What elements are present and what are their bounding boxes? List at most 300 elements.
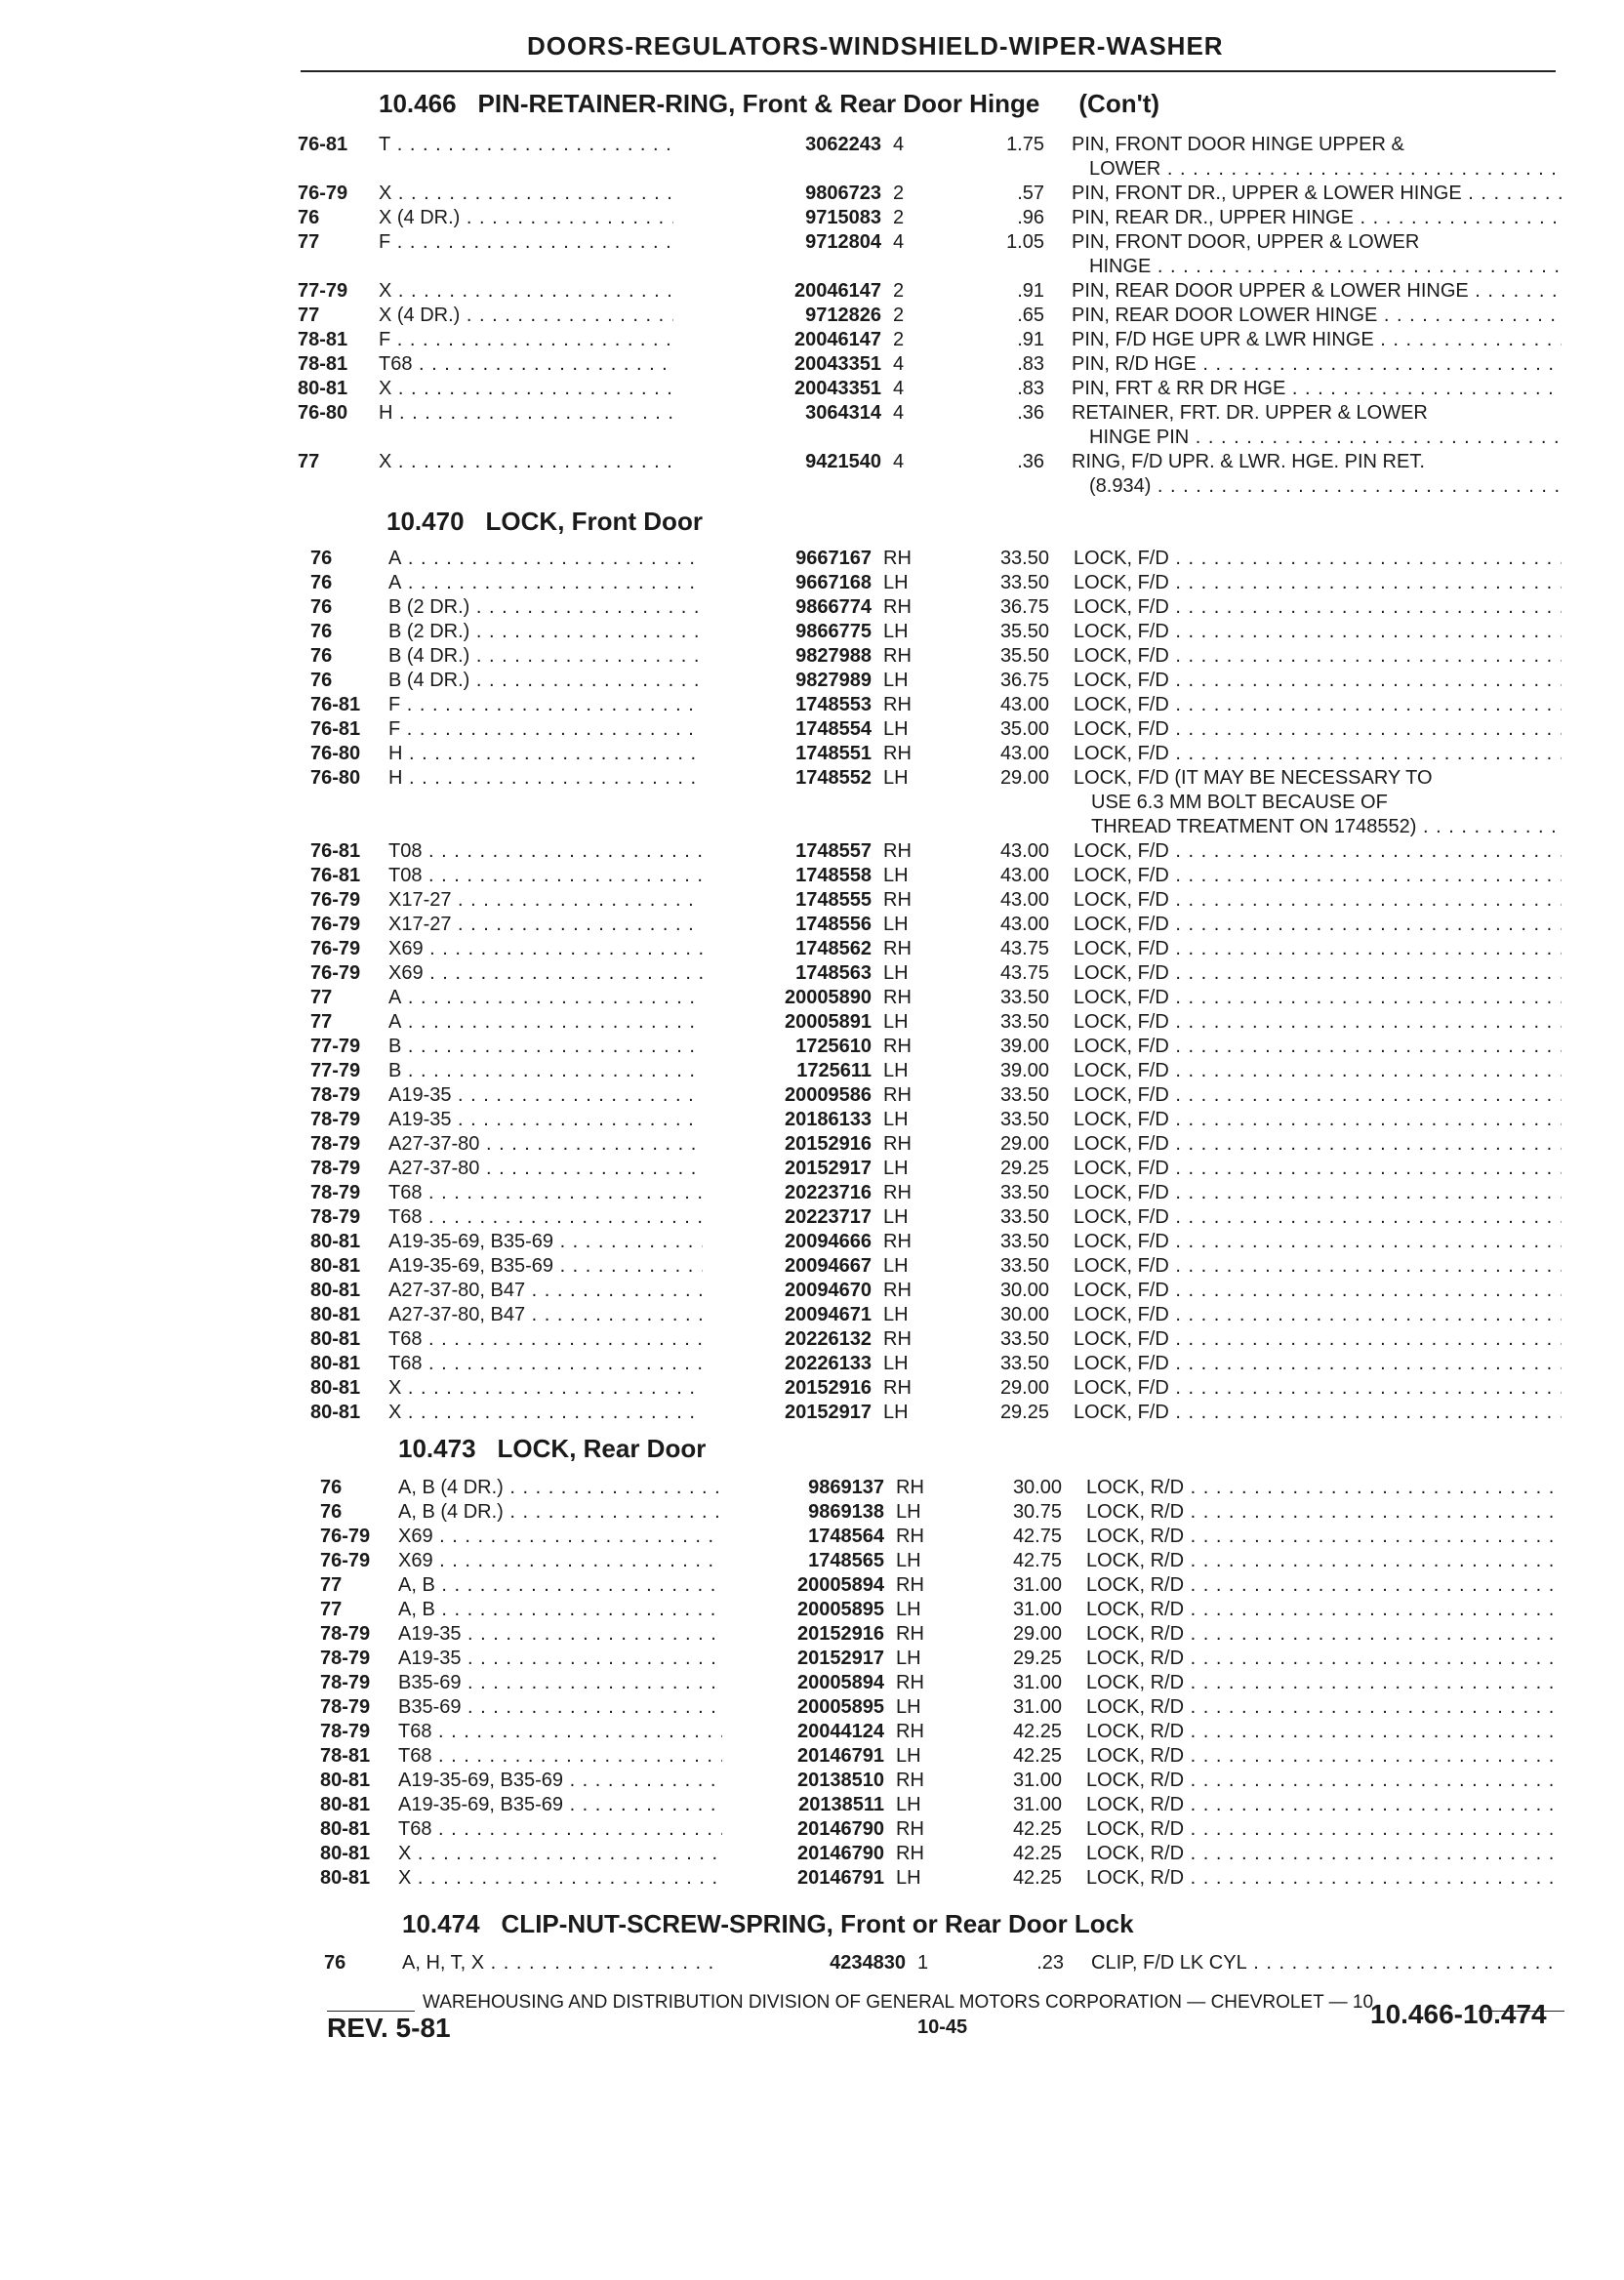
list-price: .83 bbox=[1017, 353, 1044, 375]
page-number: 10-45 bbox=[917, 2016, 968, 2038]
model-code: A19-35-69, B35-69 . . . bbox=[388, 1230, 703, 1253]
quantity-side: RH bbox=[896, 1672, 924, 1693]
part-number: 20138511 bbox=[798, 1794, 884, 1815]
model-year: 78-79 bbox=[320, 1623, 371, 1645]
model-code: T68 . . . bbox=[388, 1205, 703, 1229]
part-description: LOCK, F/D . . . bbox=[1074, 1303, 1562, 1326]
part-description: LOCK, R/D . . . bbox=[1086, 1476, 1562, 1499]
section-title bbox=[386, 508, 703, 535]
quantity-side: RH bbox=[883, 1328, 912, 1350]
model-year: 76 bbox=[310, 621, 333, 642]
list-price: 30.00 bbox=[999, 1304, 1049, 1325]
model-year: 76-79 bbox=[310, 962, 361, 984]
section-number: 10.474 bbox=[402, 1909, 480, 1938]
part-number: 1748563 bbox=[795, 962, 872, 984]
part-number: 3064314 bbox=[805, 402, 881, 424]
list-price: 42.25 bbox=[1012, 1818, 1062, 1840]
part-description: LOCK, F/D . . . bbox=[1074, 888, 1562, 912]
model-code: A27-37-80 . . . bbox=[388, 1132, 703, 1156]
model-year: 76-81 bbox=[310, 865, 361, 886]
list-price: 43.00 bbox=[999, 840, 1049, 862]
model-code: A, B . . . bbox=[398, 1573, 722, 1597]
model-code: A27-37-80, B47 . . . bbox=[388, 1279, 703, 1302]
quantity-side: LH bbox=[896, 1745, 921, 1767]
model-code: T68 . . . bbox=[379, 352, 673, 376]
part-number: 20094666 bbox=[785, 1231, 872, 1252]
part-description: PIN, REAR DOOR LOWER HINGE . . . bbox=[1072, 304, 1562, 327]
quantity-side: LH bbox=[883, 1158, 909, 1179]
revision-label: REV. 5-81 bbox=[327, 2013, 451, 2043]
quantity-side: RH bbox=[896, 1623, 924, 1645]
list-price: 43.00 bbox=[999, 914, 1049, 935]
part-number: 1748555 bbox=[795, 889, 872, 911]
list-price: 43.75 bbox=[999, 962, 1049, 984]
model-code: T68 . . . bbox=[398, 1817, 722, 1841]
list-price: 33.50 bbox=[999, 572, 1049, 593]
list-price: 43.00 bbox=[999, 743, 1049, 764]
quantity-side: LH bbox=[883, 1011, 909, 1033]
quantity-side: LH bbox=[883, 914, 909, 935]
part-description: LOCK, F/D . . . bbox=[1074, 1083, 1562, 1107]
part-number: 20146790 bbox=[797, 1843, 884, 1864]
part-description: LOCK, F/D . . . bbox=[1074, 1352, 1562, 1375]
part-description: LOCK, R/D . . . bbox=[1086, 1549, 1562, 1572]
list-price: .36 bbox=[1017, 451, 1044, 472]
model-code: A19-35-69, B35-69 . . . bbox=[388, 1254, 703, 1278]
part-description: PIN, FRONT DOOR HINGE UPPER & bbox=[1072, 134, 1404, 155]
part-number: 20046147 bbox=[794, 329, 881, 350]
quantity-side: 2 bbox=[893, 280, 905, 302]
part-number: 20226132 bbox=[785, 1328, 872, 1350]
quantity-side: 2 bbox=[893, 305, 905, 326]
model-code: A . . . bbox=[388, 571, 703, 594]
model-code: B (2 DR.) . . . bbox=[388, 620, 703, 643]
model-code: A, H, T, X . . . bbox=[402, 1951, 722, 1975]
model-code: X . . . bbox=[379, 450, 673, 473]
list-price: 33.50 bbox=[999, 987, 1049, 1008]
model-year: 76 bbox=[310, 645, 333, 667]
model-year: 76 bbox=[320, 1477, 343, 1498]
model-year: 80-81 bbox=[310, 1328, 361, 1350]
part-number: 20094671 bbox=[785, 1304, 872, 1325]
list-price: 42.75 bbox=[1012, 1526, 1062, 1547]
list-price: 42.25 bbox=[1012, 1745, 1062, 1767]
model-code: A19-35 . . . bbox=[398, 1622, 722, 1646]
quantity-side: RH bbox=[883, 1133, 912, 1155]
list-price: 39.00 bbox=[999, 1060, 1049, 1081]
model-year: 78-81 bbox=[298, 329, 348, 350]
part-description: LOCK, R/D . . . bbox=[1086, 1744, 1562, 1768]
part-number: 20152916 bbox=[785, 1377, 872, 1399]
model-code: A19-35 . . . bbox=[388, 1108, 703, 1131]
list-price: 43.00 bbox=[999, 889, 1049, 911]
model-year: 78-81 bbox=[298, 353, 348, 375]
section-name: PIN-RETAINER-RING, Front & Rear Door Hinge bbox=[477, 89, 1040, 118]
section-name: LOCK, Front Door bbox=[485, 507, 703, 536]
part-number: 9667167 bbox=[795, 548, 872, 569]
part-description: LOCK, R/D . . . bbox=[1086, 1769, 1562, 1792]
part-description: LOCK, R/D . . . bbox=[1086, 1598, 1562, 1621]
part-number: 20146791 bbox=[797, 1745, 884, 1767]
part-number: 20009586 bbox=[785, 1084, 872, 1106]
part-number: 20094667 bbox=[785, 1255, 872, 1277]
part-description: LOCK, F/D . . . bbox=[1074, 1205, 1562, 1229]
part-description: LOCK, R/D . . . bbox=[1086, 1622, 1562, 1646]
section-name: LOCK, Rear Door bbox=[497, 1434, 707, 1463]
list-price: 33.50 bbox=[999, 1231, 1049, 1252]
quantity-side: RH bbox=[883, 987, 912, 1008]
part-description: LOCK, F/D . . . bbox=[1074, 595, 1562, 619]
part-description: LOCK, R/D . . . bbox=[1086, 1500, 1562, 1524]
part-description: LOCK, F/D . . . bbox=[1074, 1010, 1562, 1034]
list-price: 33.50 bbox=[999, 1109, 1049, 1130]
model-code: H . . . bbox=[379, 401, 673, 425]
model-code: T08 . . . bbox=[388, 864, 703, 887]
part-number: 1748558 bbox=[795, 865, 872, 886]
part-description: LOCK, R/D . . . bbox=[1086, 1647, 1562, 1670]
list-price: .36 bbox=[1017, 402, 1044, 424]
part-description: PIN, REAR DR., UPPER HINGE . . . bbox=[1072, 206, 1562, 229]
part-description: LOCK, F/D . . . bbox=[1074, 1108, 1562, 1131]
part-description: LOCK, F/D . . . bbox=[1074, 1230, 1562, 1253]
quantity-side: LH bbox=[896, 1648, 921, 1669]
quantity-side: 4 bbox=[893, 402, 905, 424]
list-price: 33.50 bbox=[999, 1084, 1049, 1106]
part-number: 20046147 bbox=[794, 280, 881, 302]
quantity-side: RH bbox=[883, 938, 912, 959]
part-number: 9806723 bbox=[805, 183, 881, 204]
quantity-side: 1 bbox=[917, 1952, 929, 1974]
model-year: 78-79 bbox=[320, 1696, 371, 1718]
model-year: 78-79 bbox=[320, 1721, 371, 1742]
part-number: 1748554 bbox=[795, 718, 872, 740]
part-number: 20223716 bbox=[785, 1182, 872, 1203]
part-description: CLIP, F/D LK CYL . . . bbox=[1091, 1951, 1562, 1975]
quantity-side: LH bbox=[883, 572, 909, 593]
quantity-side: LH bbox=[896, 1501, 921, 1523]
quantity-side: LH bbox=[883, 1206, 909, 1228]
model-year: 76 bbox=[324, 1952, 346, 1974]
model-year: 78-79 bbox=[320, 1672, 371, 1693]
part-number: 9715083 bbox=[805, 207, 881, 228]
part-description: LOCK, R/D . . . bbox=[1086, 1866, 1562, 1890]
list-price: 35.00 bbox=[999, 718, 1049, 740]
quantity-side: LH bbox=[883, 1304, 909, 1325]
part-number: 1748552 bbox=[795, 767, 872, 789]
part-description: PIN, FRONT DOOR, UPPER & LOWER bbox=[1072, 231, 1420, 253]
list-price: 29.25 bbox=[999, 1158, 1049, 1179]
model-code: A . . . bbox=[388, 547, 703, 570]
model-code: T68 . . . bbox=[388, 1327, 703, 1351]
part-number: 1748565 bbox=[808, 1550, 884, 1571]
quantity-side: LH bbox=[883, 1109, 909, 1130]
part-number: 20152916 bbox=[785, 1133, 872, 1155]
list-price: 42.25 bbox=[1012, 1867, 1062, 1889]
model-year: 76-79 bbox=[298, 183, 348, 204]
part-description: LOCK, F/D . . . bbox=[1074, 571, 1562, 594]
part-number: 9869138 bbox=[808, 1501, 884, 1523]
part-number: 1748556 bbox=[795, 914, 872, 935]
model-code: X69 . . . bbox=[398, 1525, 722, 1548]
part-number: 9667168 bbox=[795, 572, 872, 593]
part-description: LOCK, F/D . . . bbox=[1074, 742, 1562, 765]
model-year: 76-81 bbox=[310, 840, 361, 862]
list-price: 42.25 bbox=[1012, 1843, 1062, 1864]
part-description: USE 6.3 MM BOLT BECAUSE OF bbox=[1091, 792, 1388, 813]
quantity-side: RH bbox=[883, 889, 912, 911]
list-price: .83 bbox=[1017, 378, 1044, 399]
model-code: B (4 DR.) . . . bbox=[388, 669, 703, 692]
model-year: 76-81 bbox=[310, 718, 361, 740]
model-year: 78-79 bbox=[310, 1206, 361, 1228]
part-number: 9421540 bbox=[805, 451, 881, 472]
part-description: LOCK, F/D . . . bbox=[1074, 1035, 1562, 1058]
model-year: 78-79 bbox=[320, 1648, 371, 1669]
list-price: 33.50 bbox=[999, 1353, 1049, 1374]
part-number: 1748557 bbox=[795, 840, 872, 862]
part-number: 9869137 bbox=[808, 1477, 884, 1498]
part-number: 3062243 bbox=[805, 134, 881, 155]
model-code: T . . . bbox=[379, 133, 673, 156]
list-price: 35.50 bbox=[999, 645, 1049, 667]
model-year: 76-79 bbox=[310, 938, 361, 959]
model-code: H . . . bbox=[388, 766, 703, 790]
list-price: 1.05 bbox=[1006, 231, 1044, 253]
part-number: 20226133 bbox=[785, 1353, 872, 1374]
model-code: T08 . . . bbox=[388, 839, 703, 863]
part-number: 20146790 bbox=[797, 1818, 884, 1840]
model-code: A19-35 . . . bbox=[388, 1083, 703, 1107]
list-price: 35.50 bbox=[999, 621, 1049, 642]
model-year: 80-81 bbox=[298, 378, 348, 399]
model-code: H . . . bbox=[388, 742, 703, 765]
part-number: 4234830 bbox=[830, 1952, 906, 1974]
model-year: 78-79 bbox=[310, 1084, 361, 1106]
part-number: 20152917 bbox=[785, 1158, 872, 1179]
part-number: 9866774 bbox=[795, 596, 872, 618]
list-price: 33.50 bbox=[999, 1011, 1049, 1033]
section-title bbox=[379, 90, 1159, 117]
list-price: 31.00 bbox=[1012, 1770, 1062, 1791]
part-description: HINGE . . . bbox=[1089, 255, 1562, 278]
model-code: A19-35 . . . bbox=[398, 1647, 722, 1670]
model-year: 78-79 bbox=[310, 1182, 361, 1203]
list-price: 29.25 bbox=[1012, 1648, 1062, 1669]
part-description: LOCK, F/D . . . bbox=[1074, 839, 1562, 863]
list-price: 33.50 bbox=[999, 1255, 1049, 1277]
model-code: A, B . . . bbox=[398, 1598, 722, 1621]
part-number: 20043351 bbox=[794, 378, 881, 399]
model-year: 76-79 bbox=[320, 1550, 371, 1571]
model-code: F . . . bbox=[388, 717, 703, 741]
part-number: 20005895 bbox=[797, 1696, 884, 1718]
part-number: 9712826 bbox=[805, 305, 881, 326]
quantity-side: LH bbox=[896, 1867, 921, 1889]
quantity-side: 2 bbox=[893, 183, 905, 204]
part-number: 9712804 bbox=[805, 231, 881, 253]
part-description: LOCK, R/D . . . bbox=[1086, 1817, 1562, 1841]
list-price: 29.00 bbox=[1012, 1623, 1062, 1645]
page-header: DOORS-REGULATORS-WINDSHIELD-WIPER-WASHER bbox=[527, 31, 1224, 61]
part-description: LOCK, F/D . . . bbox=[1074, 937, 1562, 960]
model-year: 78-81 bbox=[320, 1745, 371, 1767]
model-code: F . . . bbox=[379, 230, 673, 254]
quantity-side: RH bbox=[896, 1477, 924, 1498]
quantity-side: LH bbox=[883, 962, 909, 984]
model-code: T68 . . . bbox=[388, 1352, 703, 1375]
part-description: LOCK, F/D . . . bbox=[1074, 717, 1562, 741]
part-description: LOCK, F/D . . . bbox=[1074, 1254, 1562, 1278]
model-year: 80-81 bbox=[310, 1377, 361, 1399]
model-year: 76 bbox=[310, 670, 333, 691]
section-number: 10.470 bbox=[386, 507, 465, 536]
list-price: 30.00 bbox=[999, 1280, 1049, 1301]
part-description: LOCK, F/D (IT MAY BE NECESSARY TO bbox=[1074, 767, 1433, 789]
part-number: 20152916 bbox=[797, 1623, 884, 1645]
list-price: 30.00 bbox=[1012, 1477, 1062, 1498]
list-price: 31.00 bbox=[1012, 1672, 1062, 1693]
quantity-side: RH bbox=[883, 1036, 912, 1057]
model-code: X . . . bbox=[379, 377, 673, 400]
list-price: 42.75 bbox=[1012, 1550, 1062, 1571]
part-description: PIN, F/D HGE UPR & LWR HINGE . . . bbox=[1072, 328, 1562, 351]
model-code: X69 . . . bbox=[398, 1549, 722, 1572]
model-code: B35-69 . . . bbox=[398, 1695, 722, 1719]
model-code: X . . . bbox=[398, 1842, 722, 1865]
part-description: LOCK, R/D . . . bbox=[1086, 1695, 1562, 1719]
part-number: 20152917 bbox=[797, 1648, 884, 1669]
model-year: 77-79 bbox=[310, 1036, 361, 1057]
part-number: 1748551 bbox=[795, 743, 872, 764]
part-number: 20094670 bbox=[785, 1280, 872, 1301]
model-year: 76-79 bbox=[310, 914, 361, 935]
model-year: 80-81 bbox=[310, 1255, 361, 1277]
model-year: 80-81 bbox=[310, 1304, 361, 1325]
quantity-side: 2 bbox=[893, 329, 905, 350]
list-price: 42.25 bbox=[1012, 1721, 1062, 1742]
quantity-side: RH bbox=[896, 1843, 924, 1864]
model-year: 78-79 bbox=[310, 1133, 361, 1155]
section-number: 10.466 bbox=[379, 89, 457, 118]
model-code: X . . . bbox=[388, 1376, 703, 1400]
list-price: 29.25 bbox=[999, 1402, 1049, 1423]
part-number: 9827989 bbox=[795, 670, 872, 691]
part-description: LOCK, R/D . . . bbox=[1086, 1671, 1562, 1694]
model-code: X (4 DR.) . . . bbox=[379, 304, 673, 327]
model-year: 77 bbox=[298, 451, 320, 472]
model-year: 80-81 bbox=[310, 1231, 361, 1252]
model-year: 77 bbox=[298, 231, 320, 253]
model-year: 76-79 bbox=[320, 1526, 371, 1547]
part-description: PIN, REAR DOOR UPPER & LOWER HINGE . . . bbox=[1072, 279, 1562, 303]
list-price: 33.50 bbox=[999, 1182, 1049, 1203]
model-code: X17-27 . . . bbox=[388, 888, 703, 912]
quantity-side: LH bbox=[883, 1060, 909, 1081]
quantity-side: LH bbox=[883, 767, 909, 789]
quantity-side: LH bbox=[896, 1599, 921, 1620]
part-number: 20223717 bbox=[785, 1206, 872, 1228]
quantity-side: RH bbox=[883, 694, 912, 715]
model-year: 76 bbox=[298, 207, 320, 228]
quantity-side: RH bbox=[883, 645, 912, 667]
footer-rule-left bbox=[327, 2011, 415, 2012]
quantity-side: LH bbox=[896, 1550, 921, 1571]
part-description: LOCK, F/D . . . bbox=[1074, 644, 1562, 668]
section-number: 10.473 bbox=[398, 1434, 476, 1463]
quantity-side: LH bbox=[883, 718, 909, 740]
list-price: 36.75 bbox=[999, 670, 1049, 691]
part-description: LOCK, F/D . . . bbox=[1074, 1132, 1562, 1156]
quantity-side: RH bbox=[883, 743, 912, 764]
quantity-side: 2 bbox=[893, 207, 905, 228]
list-price: 29.00 bbox=[999, 1377, 1049, 1399]
part-number: 20138510 bbox=[797, 1770, 884, 1791]
part-number: 1725610 bbox=[795, 1036, 872, 1057]
quantity-side: RH bbox=[896, 1770, 924, 1791]
quantity-side: LH bbox=[896, 1696, 921, 1718]
model-code: A27-37-80, B47 . . . bbox=[388, 1303, 703, 1326]
section-range: 10.466-10.474 bbox=[1370, 1999, 1547, 2029]
list-price: .91 bbox=[1017, 280, 1044, 302]
model-code: B (4 DR.) . . . bbox=[388, 644, 703, 668]
model-year: 80-81 bbox=[320, 1770, 371, 1791]
model-year: 80-81 bbox=[320, 1843, 371, 1864]
part-number: 20005895 bbox=[797, 1599, 884, 1620]
list-price: .96 bbox=[1017, 207, 1044, 228]
model-year: 76 bbox=[310, 548, 333, 569]
part-description: LOCK, F/D . . . bbox=[1074, 1157, 1562, 1180]
model-year: 80-81 bbox=[320, 1794, 371, 1815]
part-description: THREAD TREATMENT ON 1748552) . . . bbox=[1091, 815, 1562, 838]
model-code: B . . . bbox=[388, 1059, 703, 1082]
quantity-side: 4 bbox=[893, 451, 905, 472]
header-rule bbox=[301, 70, 1556, 72]
list-price: 33.50 bbox=[999, 1328, 1049, 1350]
model-year: 80-81 bbox=[320, 1867, 371, 1889]
part-number: 20043351 bbox=[794, 353, 881, 375]
part-description: LOCK, F/D . . . bbox=[1074, 1059, 1562, 1082]
part-description: LOWER . . . bbox=[1089, 157, 1562, 181]
model-year: 80-81 bbox=[320, 1818, 371, 1840]
list-price: 43.75 bbox=[999, 938, 1049, 959]
model-year: 76-80 bbox=[310, 743, 361, 764]
model-year: 76-81 bbox=[298, 134, 348, 155]
part-number: 9866775 bbox=[795, 621, 872, 642]
model-year: 76 bbox=[320, 1501, 343, 1523]
model-year: 77 bbox=[320, 1574, 343, 1596]
part-description: (8.934) . . . bbox=[1089, 474, 1562, 498]
model-year: 80-81 bbox=[310, 1353, 361, 1374]
list-price: 43.00 bbox=[999, 865, 1049, 886]
part-description: RING, F/D UPR. & LWR. HGE. PIN RET. bbox=[1072, 451, 1425, 472]
part-number: 20044124 bbox=[797, 1721, 884, 1742]
part-description: LOCK, F/D . . . bbox=[1074, 1376, 1562, 1400]
part-description: LOCK, R/D . . . bbox=[1086, 1793, 1562, 1816]
model-year: 78-79 bbox=[310, 1109, 361, 1130]
part-description: HINGE PIN . . . bbox=[1089, 426, 1562, 449]
part-number: 20146791 bbox=[797, 1867, 884, 1889]
model-code: A19-35-69, B35-69 . . . bbox=[398, 1769, 722, 1792]
quantity-side: RH bbox=[883, 596, 912, 618]
quantity-side: 4 bbox=[893, 231, 905, 253]
model-year: 77-79 bbox=[298, 280, 348, 302]
list-price: 30.75 bbox=[1012, 1501, 1062, 1523]
part-description: PIN, R/D HGE . . . bbox=[1072, 352, 1562, 376]
list-price: 29.00 bbox=[999, 1133, 1049, 1155]
model-code: X (4 DR.) . . . bbox=[379, 206, 673, 229]
model-year: 80-81 bbox=[310, 1280, 361, 1301]
model-year: 80-81 bbox=[310, 1402, 361, 1423]
